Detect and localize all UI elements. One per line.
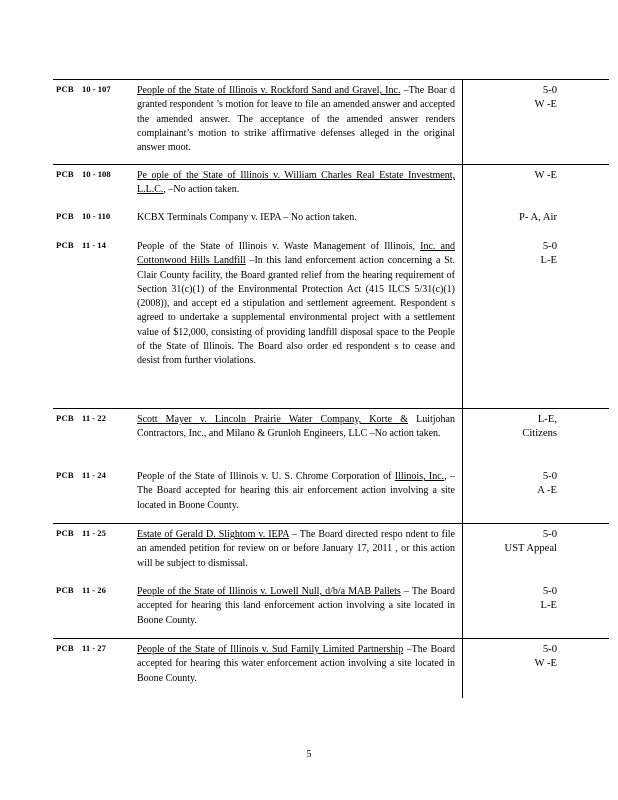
case-type: L-E: [540, 600, 557, 612]
vote-column: [541, 585, 557, 614]
column-divider: [462, 164, 463, 408]
vote-count: 5-0: [542, 529, 557, 540]
column-divider: [462, 408, 463, 523]
case-type: W -E: [534, 170, 557, 181]
table-rule: [53, 638, 609, 639]
docket-number: 10 - 107: [82, 84, 111, 94]
docket-number: 10 - 110: [82, 211, 111, 221]
vote-count: 5-0: [542, 586, 557, 597]
docket-type: PCB: [56, 470, 74, 480]
docket-type: PCB: [56, 240, 74, 250]
case-title: People of the State of Illinois v. Lowell Null, d/b/a MAB Pallets: [137, 586, 401, 597]
docket-type: PCB: [56, 528, 74, 538]
case-text: KCBX Terminals Company v. IEPA – No action taken.: [137, 212, 357, 223]
vote-column: [522, 413, 557, 442]
case-type: L-E,: [537, 414, 557, 425]
table-rule: [53, 164, 609, 165]
docket-type: PCB: [56, 169, 74, 179]
docket-type: PCB: [56, 211, 74, 221]
case-title: People of the State of Illinois v. Rockford Sand and Gravel, Inc.: [137, 85, 401, 96]
docket-number: 11 - 25: [82, 528, 106, 538]
case-title: Pe ople of the State of Illinois v. William Charles Real Estate Investment, L.L.C.: [137, 170, 455, 196]
page-number: 5: [306, 749, 312, 760]
case-description: [137, 169, 455, 198]
vote-column: [541, 240, 557, 269]
docket-type: PCB: [56, 84, 74, 94]
case-type: A -E: [537, 485, 557, 497]
case-type: W -E: [534, 658, 557, 670]
vote-count: 5-0: [542, 471, 557, 482]
case-description: [137, 84, 455, 155]
vote-column: [535, 643, 557, 672]
case-description: [137, 585, 455, 628]
column-divider: [462, 523, 463, 638]
case-text: –The Board accepted for hearing this water enforcement action involving a site located in Boone County.: [137, 644, 455, 684]
docket-number: 11 - 14: [82, 240, 106, 250]
case-title: Scott Mayer v. Lincoln Prairie Water Company, Korte &: [137, 414, 408, 425]
case-description: [137, 211, 455, 225]
column-divider: [462, 79, 463, 164]
table-rule: [53, 408, 609, 409]
case-type: L-E: [540, 255, 557, 267]
table-rule-top: [53, 79, 609, 80]
case-description: [137, 643, 455, 686]
case-text: , –No action taken.: [163, 184, 240, 196]
case-type-secondary: Citizens: [522, 428, 557, 440]
case-description: [137, 240, 455, 369]
case-text: –In this land enforcement action concerning a St. Clair County facility, the Board granted relief from the hearing requirement of Section 31(c)(1) of the Environmental Protection Act (415 ILCS 5/31(c)(1) (2008)), and accept ed a stipulation and settlement agreement. Respondent s agreed to undertake a supplemental environmental project with a settlement value of $12,000, consisting of providing landfill disposal space to the People of the State of Illinois. The Board also order ed respondent s to cease and desist from further violations.: [137, 255, 455, 367]
column-divider: [462, 638, 463, 698]
case-text: – The Board accepted for hearing this land enforcement action involving a site located in Boone County.: [137, 586, 455, 626]
case-type: P- A, Air: [519, 212, 557, 223]
case-text: Luitjohan Contractors, Inc., and Milano & Grunloh Engineers, LLC –No action taken.: [137, 414, 455, 440]
docket-type: PCB: [56, 585, 74, 595]
docket-number: 10 - 108: [82, 169, 111, 179]
case-title: People of the State of Illinois v. Sud Family Limited Partnership: [137, 644, 404, 655]
case-title-prefix: People of the State of Illinois v. U. S. Chrome Corporation of: [137, 471, 392, 482]
vote-column: [537, 470, 557, 499]
case-type: W -E: [534, 99, 557, 111]
case-type: UST Appeal: [504, 543, 557, 555]
docket-number: 11 - 27: [82, 643, 106, 653]
case-description: [137, 470, 455, 513]
vote-count: 5-0: [542, 241, 557, 252]
case-text: – The Board directed respo ndent to file an amended petition for review on or before January 17, 2011 , or this action will be subject to dismissal.: [137, 529, 455, 569]
docket-number: 11 - 26: [82, 585, 106, 595]
case-title: Illinois, Inc.: [394, 471, 445, 482]
vote-count: 5-0: [542, 85, 557, 96]
case-text: –The Boar d granted respondent ’s motion for leave to file an amended answer and accepted the amended answer. The acceptance of the amended answer renders complainant’s motion to strike affirmative defenses alleged in the original answer moot.: [137, 85, 455, 154]
case-description: [137, 413, 455, 442]
vote-column: [505, 528, 557, 557]
vote-column: [519, 211, 557, 225]
case-title: Estate of Gerald D. Slightom v. IEPA: [137, 529, 289, 540]
vote-count: 5-0: [542, 644, 557, 655]
vote-column: [535, 84, 557, 113]
docket-type: PCB: [56, 643, 74, 653]
case-text: , –The Board accepted for hearing this air enforcement action involving a site located in Boone County.: [137, 471, 456, 511]
case-description: [137, 528, 455, 571]
case-title: Inc. and Cottonwood Hills Landfill: [137, 241, 455, 267]
docket-type: PCB: [56, 413, 74, 423]
docket-number: 11 - 22: [82, 413, 106, 423]
case-title-prefix: People of the State of Illinois v. Waste Management of Illinois,: [137, 241, 415, 252]
table-rule: [53, 523, 609, 524]
docket-number: 11 - 24: [82, 470, 106, 480]
vote-column: [535, 169, 557, 183]
